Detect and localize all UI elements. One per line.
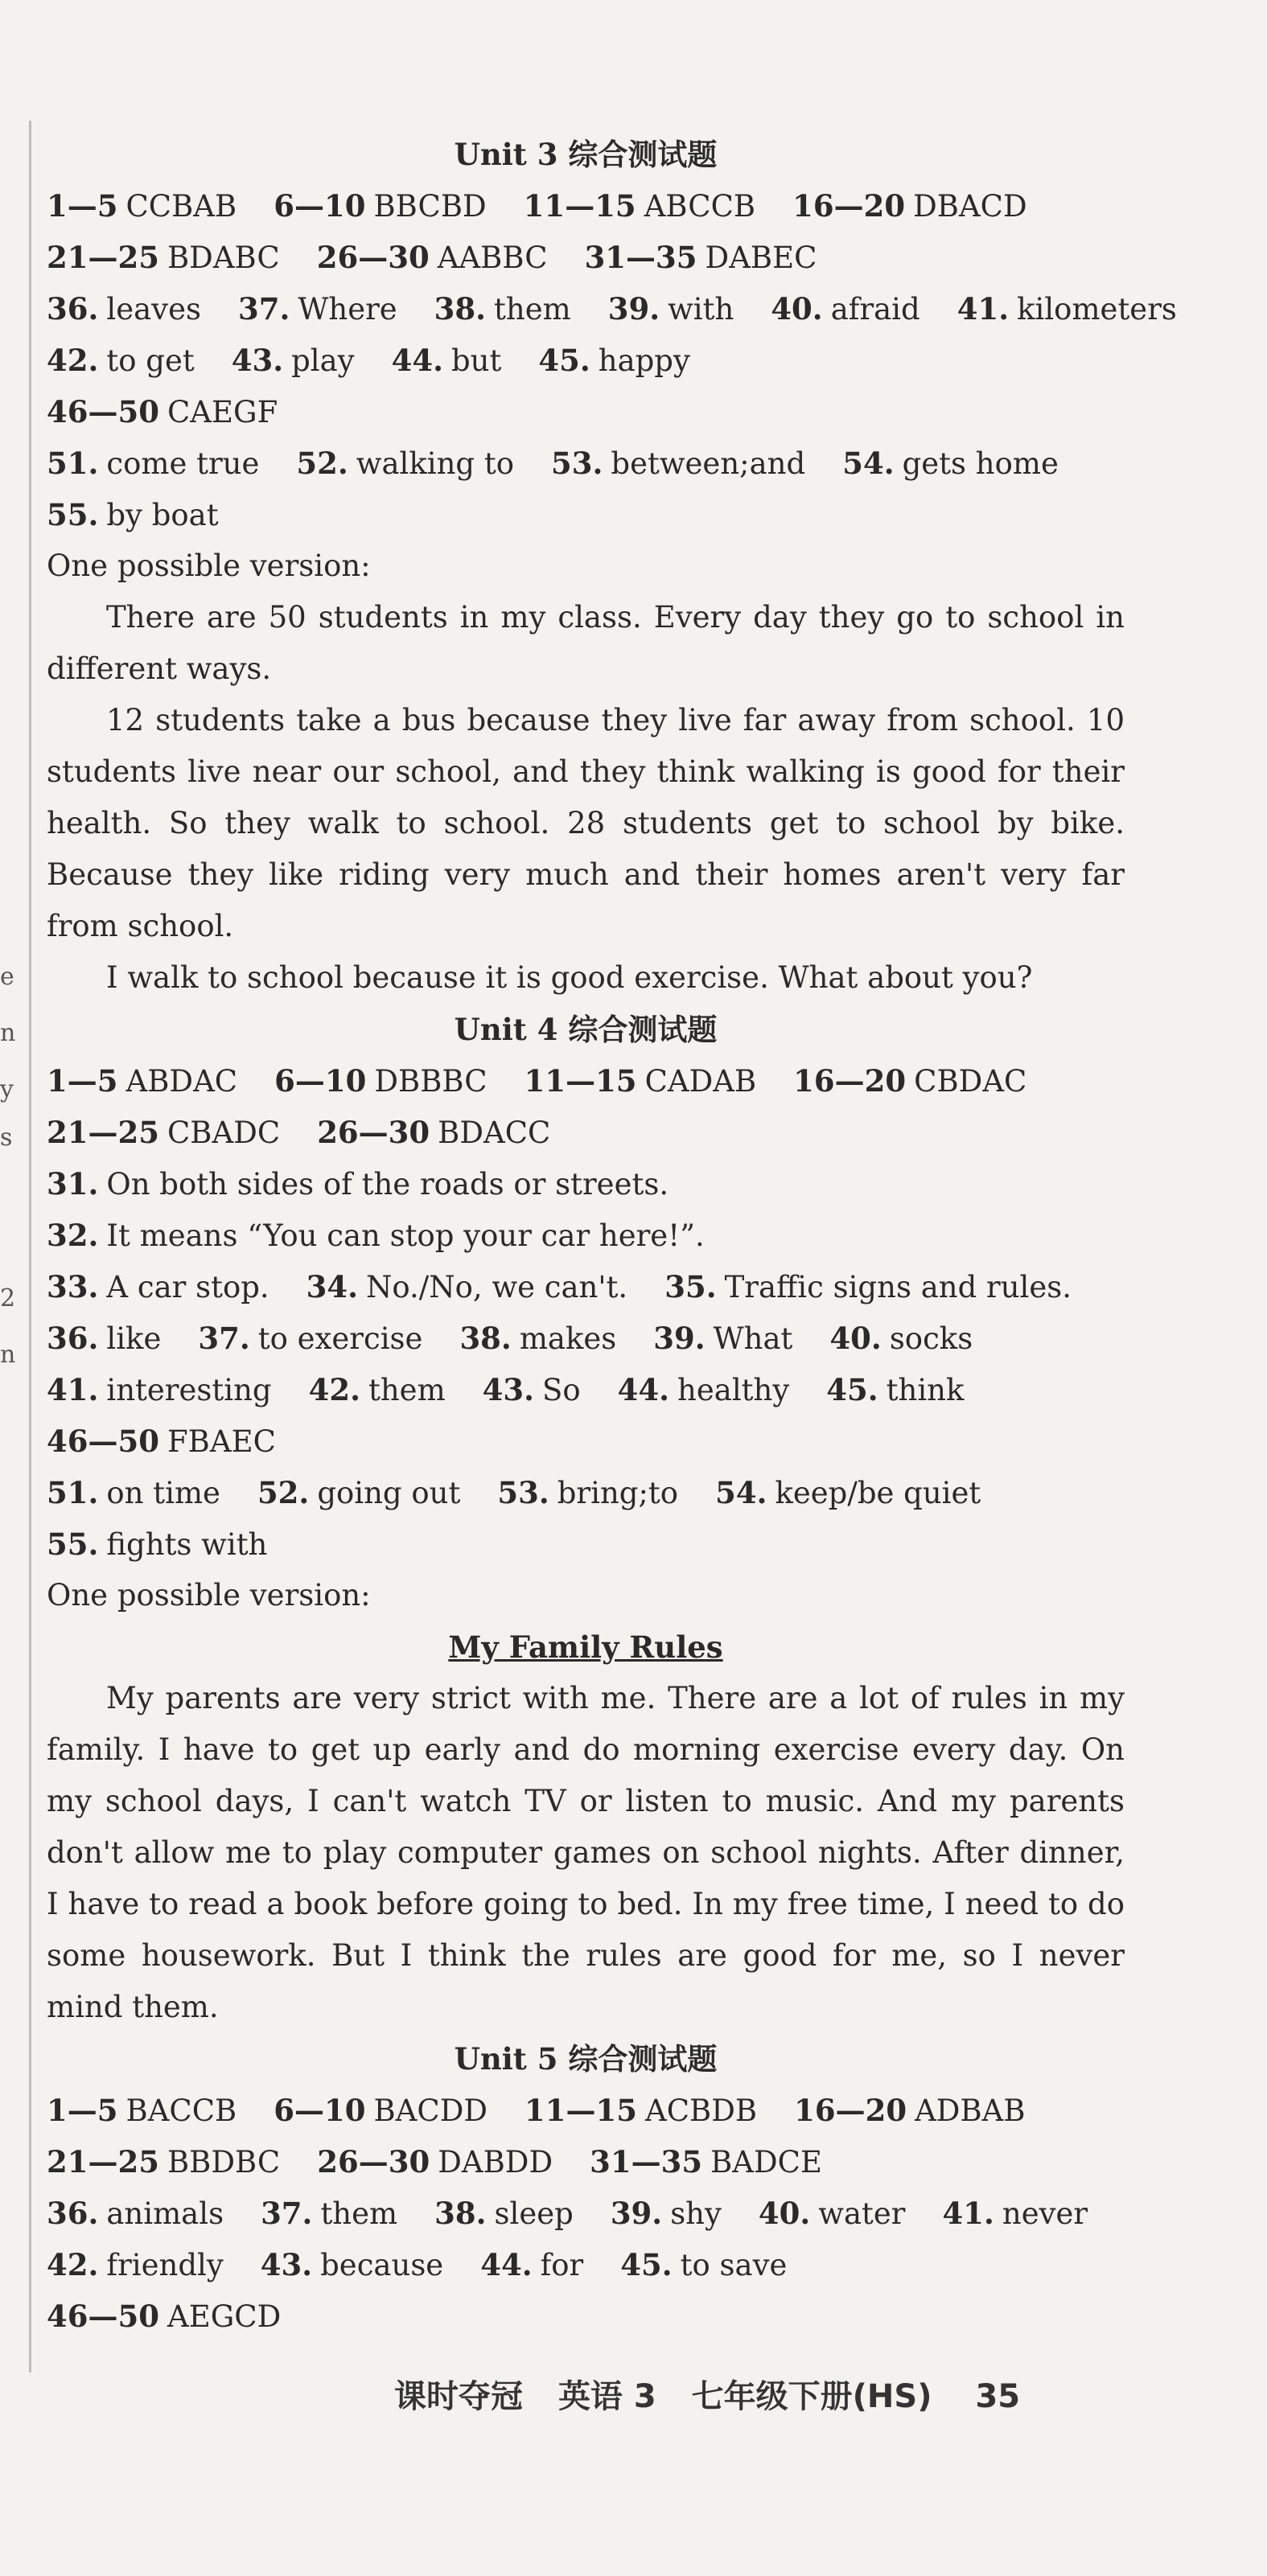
question-number: 16—20 bbox=[792, 188, 906, 224]
question-number: 40. bbox=[758, 2196, 811, 2231]
answer-item bbox=[47, 189, 237, 224]
answer-item bbox=[274, 2093, 487, 2128]
question-number: 21—25 bbox=[47, 1115, 159, 1150]
answer-item bbox=[611, 2196, 722, 2231]
answer-text: think bbox=[886, 1373, 965, 1407]
answer-text: So bbox=[542, 1373, 581, 1407]
answer-line bbox=[47, 1415, 1125, 1467]
answer-text: A car stop. bbox=[106, 1270, 269, 1304]
question-number: 37. bbox=[261, 2196, 313, 2231]
answer-text: DABDD bbox=[438, 2145, 553, 2180]
answer-text: ABDAC bbox=[125, 1064, 238, 1099]
answer-text: them bbox=[320, 2196, 398, 2231]
answer-text: BBDBC bbox=[167, 2145, 281, 2180]
question-number: 54. bbox=[715, 1475, 767, 1510]
answer-item bbox=[47, 2248, 224, 2282]
question-number: 45. bbox=[620, 2247, 673, 2282]
question-number: 39. bbox=[610, 2196, 663, 2231]
question-number: 42. bbox=[47, 2247, 99, 2282]
answer-text: CADAB bbox=[644, 1064, 757, 1099]
answer-text: BACDD bbox=[373, 2093, 488, 2128]
question-number: 55. bbox=[47, 1526, 99, 1562]
answer-line bbox=[47, 1158, 1125, 1210]
answer-text: to get bbox=[106, 343, 195, 378]
answer-text: BDABC bbox=[167, 240, 280, 275]
answer-text: gets home bbox=[902, 446, 1059, 481]
answer-text: bring;to bbox=[557, 1476, 679, 1510]
question-number: 46—50 bbox=[47, 1424, 159, 1459]
answer-item bbox=[47, 1167, 668, 1202]
answer-text: AEGCD bbox=[167, 2299, 282, 2334]
question-number: 37. bbox=[237, 291, 290, 327]
answer-line bbox=[47, 180, 1125, 232]
unit3-version-label: One possible version: bbox=[47, 548, 371, 583]
answer-item bbox=[274, 1064, 487, 1099]
answer-text: with bbox=[668, 292, 734, 327]
answer-text: socks bbox=[889, 1321, 973, 1356]
subject-label: 英语 3 bbox=[557, 2378, 656, 2415]
question-number: 55. bbox=[47, 497, 99, 532]
question-number: 53. bbox=[497, 1475, 549, 1510]
answer-item bbox=[957, 292, 1177, 327]
answer-text: them bbox=[368, 1373, 446, 1407]
answer-item bbox=[538, 343, 690, 378]
answer-text: afraid bbox=[830, 292, 920, 327]
answer-item bbox=[257, 1476, 460, 1510]
answer-text: walking to bbox=[356, 446, 515, 481]
question-number: 11—15 bbox=[523, 188, 636, 224]
answer-key bbox=[47, 129, 1177, 2342]
answer-item bbox=[942, 2196, 1088, 2231]
question-number: 44. bbox=[480, 2247, 533, 2282]
answer-text: them bbox=[494, 292, 571, 327]
question-number: 6—10 bbox=[274, 188, 366, 224]
answer-text: makes bbox=[519, 1321, 617, 1356]
answer-text: come true bbox=[106, 446, 260, 481]
answer-item bbox=[524, 2093, 757, 2128]
question-number: 11—15 bbox=[524, 2093, 638, 2128]
answer-item bbox=[47, 1321, 161, 1356]
answer-line bbox=[47, 232, 1125, 283]
answer-text: DABEC bbox=[705, 240, 817, 275]
question-number: 46—50 bbox=[47, 2299, 159, 2334]
question-number: 21—25 bbox=[47, 240, 159, 275]
unit4-heading: Unit 4 综合测试题 bbox=[454, 1012, 718, 1047]
question-number: 52. bbox=[257, 1475, 310, 1510]
question-number: 41. bbox=[956, 291, 1010, 327]
answer-text: AABBC bbox=[437, 240, 548, 275]
question-number: 41. bbox=[942, 2196, 994, 2231]
paragraph: My parents are very strict with me. There are a lot of rules in my family. I have to get up early and do morning exercise every day. On my school days, I can't watch TV or listen to music. And my parents don't allow me to play computer games on school nights. After dinner, I have to read a book before going to bed. In my free time, I need to do some housework. But I think the rules are good for me, so I never mind them. bbox=[47, 1681, 1125, 2024]
answer-item bbox=[306, 1270, 628, 1304]
answer-item bbox=[771, 292, 919, 327]
answer-line bbox=[47, 1210, 1125, 1261]
answer-text: ADBAB bbox=[915, 2093, 1026, 2128]
answer-text: but bbox=[450, 343, 502, 378]
answer-line bbox=[47, 1313, 1125, 1364]
question-number: 21—25 bbox=[47, 2144, 159, 2180]
question-number: 16—20 bbox=[793, 1063, 907, 1099]
unit4-version-label: One possible version: bbox=[47, 1578, 371, 1613]
question-number: 38. bbox=[459, 1321, 512, 1356]
answer-text: ABCCB bbox=[644, 189, 756, 224]
answer-item bbox=[47, 446, 259, 481]
answer-item bbox=[653, 1321, 792, 1356]
answer-line bbox=[47, 2085, 1125, 2136]
answer-item bbox=[715, 1476, 981, 1510]
question-number: 38. bbox=[434, 291, 487, 327]
answer-item bbox=[47, 2093, 237, 2128]
question-number: 53. bbox=[551, 446, 603, 481]
answer-text: BACCB bbox=[125, 2093, 237, 2128]
answer-text: DBBBC bbox=[374, 1064, 487, 1099]
answer-item bbox=[317, 2145, 553, 2180]
answer-text: It means “You can stop your car here!”. bbox=[106, 1218, 705, 1253]
answer-line bbox=[47, 1518, 1125, 1570]
question-number: 44. bbox=[617, 1372, 670, 1407]
answer-item bbox=[47, 1373, 272, 1407]
question-number: 51. bbox=[47, 446, 99, 481]
unit4-essay bbox=[47, 1673, 1125, 2033]
question-number: 31—35 bbox=[590, 2144, 703, 2180]
paragraph: There are 50 students in my class. Every day they go to school in different ways. bbox=[47, 600, 1125, 686]
question-number: 36. bbox=[47, 291, 99, 327]
answer-text: play bbox=[291, 343, 355, 378]
question-number: 51. bbox=[47, 1475, 99, 1510]
answer-text: by boat bbox=[106, 498, 219, 532]
unit4-answers bbox=[47, 1055, 1125, 1570]
page-footer bbox=[394, 2371, 1044, 2417]
answer-text: No./No, we can't. bbox=[366, 1270, 628, 1304]
unit5-answers bbox=[47, 2085, 1125, 2342]
question-number: 42. bbox=[308, 1372, 360, 1407]
unit3-essay bbox=[47, 592, 1125, 1004]
answer-item bbox=[524, 189, 755, 224]
answer-item bbox=[47, 395, 278, 429]
answer-line bbox=[47, 438, 1125, 489]
answer-item bbox=[434, 292, 571, 327]
question-number: 39. bbox=[653, 1321, 705, 1356]
answer-line bbox=[47, 1055, 1125, 1107]
answer-item bbox=[47, 1218, 705, 1253]
question-number: 31—35 bbox=[584, 240, 697, 275]
question-number: 1—5 bbox=[47, 2093, 118, 2128]
answer-item bbox=[794, 2093, 1025, 2128]
page-number: 35 bbox=[975, 2378, 1021, 2415]
grade-label: 七年级下册(HS) bbox=[691, 2378, 932, 2415]
answer-item bbox=[829, 1321, 973, 1356]
answer-item bbox=[47, 1064, 237, 1099]
unit3-answers bbox=[47, 180, 1177, 540]
answer-item bbox=[198, 1321, 422, 1356]
question-number: 6—10 bbox=[274, 1063, 367, 1099]
answer-text: interesting bbox=[106, 1373, 272, 1407]
answer-line bbox=[47, 386, 1125, 438]
answer-item bbox=[826, 1373, 964, 1407]
question-number: 1—5 bbox=[47, 1063, 118, 1099]
answer-item bbox=[47, 1115, 280, 1150]
answer-line bbox=[47, 283, 1177, 335]
question-number: 43. bbox=[482, 1372, 535, 1407]
answer-item bbox=[47, 292, 201, 327]
answer-text: Traffic signs and rules. bbox=[724, 1270, 1072, 1304]
answer-text: BADCE bbox=[710, 2145, 822, 2180]
answer-text: CBDAC bbox=[914, 1064, 1027, 1099]
answer-text: On both sides of the roads or streets. bbox=[106, 1167, 669, 1202]
answer-line bbox=[47, 1364, 1125, 1415]
question-number: 6—10 bbox=[274, 2093, 366, 2128]
answer-item bbox=[317, 1115, 550, 1150]
answer-text: never bbox=[1002, 2196, 1088, 2231]
answer-item bbox=[392, 343, 502, 378]
answer-text: water bbox=[818, 2196, 906, 2231]
question-number: 11—15 bbox=[524, 1063, 637, 1099]
question-number: 31. bbox=[47, 1166, 99, 1202]
question-number: 16—20 bbox=[794, 2093, 907, 2128]
answer-text: leaves bbox=[106, 292, 201, 327]
question-number: 45. bbox=[826, 1372, 878, 1407]
question-number: 26—30 bbox=[317, 1115, 430, 1150]
answer-text: CCBAB bbox=[125, 189, 237, 224]
answer-item bbox=[47, 2145, 280, 2180]
answer-item bbox=[664, 1270, 1072, 1304]
answer-line bbox=[47, 1107, 1125, 1158]
essay-title: My Family Rules bbox=[448, 1629, 723, 1665]
answer-item bbox=[47, 498, 219, 532]
answer-item bbox=[317, 240, 548, 275]
answer-item bbox=[551, 446, 805, 481]
answer-item bbox=[792, 189, 1027, 224]
question-number: 45. bbox=[538, 343, 590, 378]
answer-item bbox=[238, 292, 397, 327]
question-number: 37. bbox=[198, 1321, 250, 1356]
answer-text: What bbox=[713, 1321, 793, 1356]
page-margin-line bbox=[29, 121, 31, 2373]
answer-text: sleep bbox=[494, 2196, 574, 2231]
answer-item bbox=[47, 2196, 224, 2231]
answer-text: on time bbox=[106, 1476, 220, 1510]
paragraph: I walk to school because it is good exercise. What about you? bbox=[106, 960, 1033, 995]
answer-line bbox=[47, 489, 1125, 540]
answer-text: happy bbox=[598, 343, 690, 378]
question-number: 40. bbox=[829, 1321, 882, 1356]
question-number: 46—50 bbox=[47, 394, 159, 429]
answer-text: shy bbox=[670, 2196, 722, 2231]
answer-item bbox=[434, 2196, 574, 2231]
answer-line bbox=[47, 2239, 1125, 2290]
answer-text: Where bbox=[298, 292, 397, 327]
answer-item bbox=[793, 1064, 1026, 1099]
answer-item bbox=[585, 240, 817, 275]
answer-item bbox=[497, 1476, 678, 1510]
answer-text: to exercise bbox=[257, 1321, 423, 1356]
answer-item bbox=[47, 343, 195, 378]
answer-line bbox=[47, 2290, 1125, 2342]
answer-text: kilometers bbox=[1017, 292, 1177, 327]
answer-text: friendly bbox=[106, 2248, 224, 2282]
question-number: 1—5 bbox=[47, 188, 118, 224]
answer-item bbox=[296, 446, 514, 481]
answer-item bbox=[620, 2248, 787, 2282]
answer-text: CBADC bbox=[167, 1115, 281, 1150]
question-number: 43. bbox=[260, 2247, 313, 2282]
answer-item bbox=[47, 1527, 267, 1562]
question-number: 39. bbox=[607, 291, 660, 327]
question-number: 42. bbox=[47, 343, 99, 378]
answer-text: DBACD bbox=[913, 189, 1027, 224]
answer-item bbox=[232, 343, 355, 378]
answer-item bbox=[759, 2196, 906, 2231]
answer-item bbox=[47, 1476, 220, 1510]
question-number: 26—30 bbox=[316, 240, 430, 275]
answer-item bbox=[261, 2196, 397, 2231]
unit3-heading: Unit 3 综合测试题 bbox=[454, 137, 718, 172]
answer-item bbox=[261, 2248, 443, 2282]
answer-text: animals bbox=[106, 2196, 224, 2231]
answer-text: CAEGF bbox=[167, 395, 278, 429]
question-number: 43. bbox=[231, 343, 284, 378]
question-number: 40. bbox=[771, 291, 823, 327]
question-number: 36. bbox=[47, 1321, 99, 1356]
question-number: 41. bbox=[47, 1372, 99, 1407]
answer-line bbox=[47, 335, 1125, 386]
answer-text: like bbox=[106, 1321, 162, 1356]
answer-item bbox=[47, 240, 280, 275]
answer-line bbox=[47, 2136, 1125, 2188]
answer-item bbox=[309, 1373, 446, 1407]
question-number: 36. bbox=[47, 2196, 99, 2231]
answer-text: healthy bbox=[677, 1373, 790, 1407]
answer-text: keep/be quiet bbox=[775, 1476, 981, 1510]
answer-item bbox=[459, 1321, 616, 1356]
answer-item bbox=[590, 2145, 822, 2180]
question-number: 52. bbox=[296, 446, 348, 481]
answer-item bbox=[608, 292, 734, 327]
paragraph: 12 students take a bus because they live far away from school. 10 students live near our school, and they think walking is good for their health. So they walk to school. 28 students get to school by bike. Because they like riding very much and their homes aren't very far from school. bbox=[47, 703, 1125, 943]
question-number: 34. bbox=[306, 1269, 359, 1304]
answer-text: to save bbox=[680, 2248, 788, 2282]
answer-item bbox=[47, 2299, 281, 2334]
answer-text: for bbox=[540, 2248, 584, 2282]
answer-line bbox=[47, 1261, 1125, 1313]
answer-item bbox=[618, 1373, 790, 1407]
answer-item bbox=[480, 2248, 583, 2282]
answer-item bbox=[842, 446, 1059, 481]
question-number: 38. bbox=[434, 2196, 487, 2231]
answer-text: between;and bbox=[611, 446, 806, 481]
answer-item bbox=[524, 1064, 757, 1099]
answer-text: going out bbox=[317, 1476, 461, 1510]
answer-item bbox=[274, 189, 486, 224]
answer-text: ACBDB bbox=[645, 2093, 758, 2128]
answer-line bbox=[47, 2188, 1125, 2239]
answer-line bbox=[47, 1467, 1125, 1518]
answer-item bbox=[47, 1424, 276, 1459]
question-number: 26—30 bbox=[317, 2144, 430, 2180]
answer-text: fights with bbox=[106, 1527, 268, 1562]
question-number: 44. bbox=[391, 343, 443, 378]
question-number: 33. bbox=[47, 1269, 99, 1304]
answer-text: because bbox=[320, 2248, 444, 2282]
answer-item bbox=[483, 1373, 581, 1407]
question-number: 35. bbox=[664, 1269, 717, 1304]
answer-text: FBAEC bbox=[167, 1424, 276, 1459]
unit5-heading: Unit 5 综合测试题 bbox=[454, 2041, 718, 2077]
answer-item bbox=[47, 1270, 269, 1304]
question-number: 54. bbox=[842, 446, 895, 481]
answer-text: BBCBD bbox=[373, 189, 487, 224]
series-name: 课时夺冠 bbox=[394, 2378, 523, 2415]
question-number: 32. bbox=[47, 1218, 99, 1253]
answer-text: BDACC bbox=[438, 1115, 551, 1150]
